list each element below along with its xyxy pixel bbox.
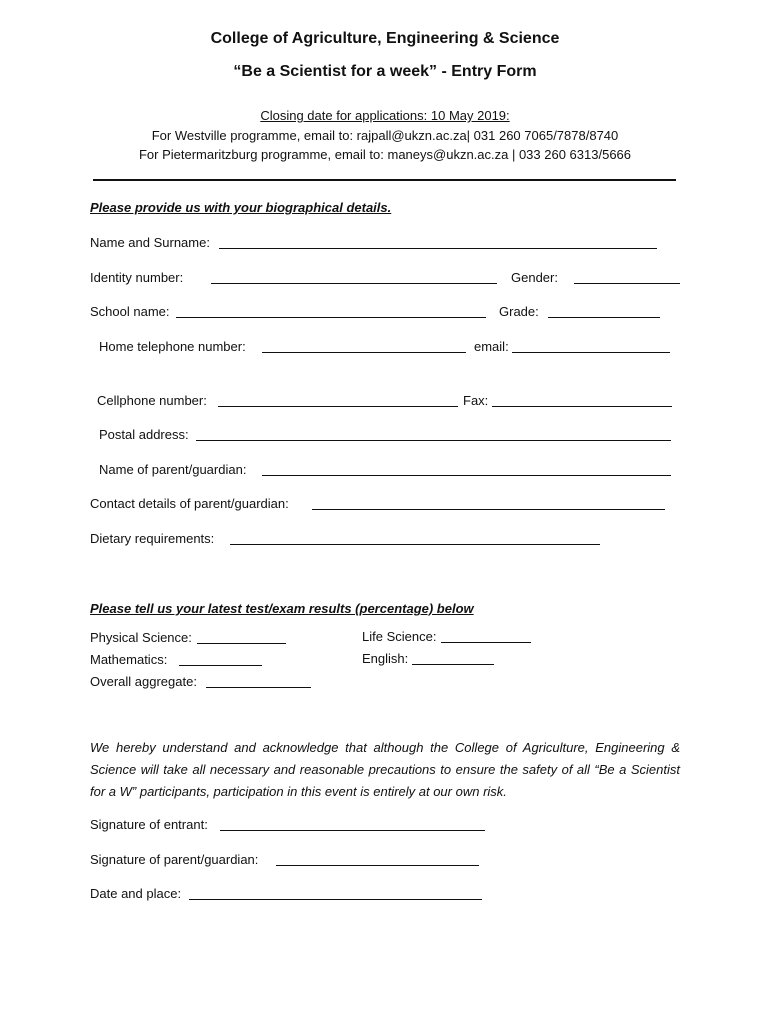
gender-label: Gender: xyxy=(511,270,558,285)
gender-field[interactable] xyxy=(574,283,680,284)
id-label: Identity number: xyxy=(90,270,184,285)
english-label: English: xyxy=(362,651,409,666)
signature-parent-field[interactable] xyxy=(276,865,479,866)
aggregate-field[interactable] xyxy=(206,687,311,688)
dietary-field[interactable] xyxy=(230,544,600,545)
westville-contact: For Westville programme, email to: rajpall@ukzn.ac.za| 031 260 7065/7878/8740 xyxy=(151,128,619,143)
home-phone-field[interactable] xyxy=(262,352,466,353)
school-field[interactable] xyxy=(176,317,486,318)
life-science-field[interactable] xyxy=(441,642,531,643)
email-field[interactable] xyxy=(512,352,670,353)
form-title: College of Agriculture, Engineering & Science xyxy=(210,30,560,47)
date-place-label: Date and place: xyxy=(90,886,182,901)
results-heading: Please tell us your latest test/exam results (percentage) below xyxy=(90,601,474,616)
school-label: School name: xyxy=(90,304,170,319)
grade-label: Grade: xyxy=(499,304,539,319)
cell-field[interactable] xyxy=(218,406,458,407)
life-science-label: Life Science: xyxy=(362,629,437,644)
aggregate-label: Overall aggregate: xyxy=(90,674,197,689)
declaration-text: We hereby understand and acknowledge that although the College of Agriculture, Engineering & Science will take all necessary and reasonable precautions to ensure the safety of all “Be a Scientist for a W” participants, participation in this event is entirely at our own risk. xyxy=(90,740,680,799)
signature-parent-label: Signature of parent/guardian: xyxy=(90,852,259,867)
id-number-field[interactable] xyxy=(211,283,497,284)
name-field[interactable] xyxy=(219,248,657,249)
parent-field[interactable] xyxy=(262,475,671,476)
email-label: email: xyxy=(474,339,509,354)
name-label: Name and Surname: xyxy=(90,235,210,250)
postal-label: Postal address: xyxy=(99,427,189,442)
signature-entrant-field[interactable] xyxy=(220,830,485,831)
closing-date: Closing date for applications: 10 May 2019: xyxy=(260,108,510,123)
physical-science-field[interactable] xyxy=(197,643,286,644)
english-field[interactable] xyxy=(412,664,494,665)
date-place-field[interactable] xyxy=(189,899,482,900)
mathematics-field[interactable] xyxy=(179,665,262,666)
form-subtitle: “Be a Scientist for a week” - Entry Form xyxy=(233,63,537,80)
dietary-label: Dietary requirements: xyxy=(90,531,215,546)
fax-field[interactable] xyxy=(492,406,672,407)
cell-label: Cellphone number: xyxy=(97,393,207,408)
postal-field[interactable] xyxy=(196,440,671,441)
physical-science-label: Physical Science: xyxy=(90,630,192,645)
grade-field[interactable] xyxy=(548,317,660,318)
bio-heading: Please provide us with your biographical details. xyxy=(90,200,392,215)
pmb-contact: For Pietermaritzburg programme, email to: maneys@ukzn.ac.za | 033 260 6313/5666 xyxy=(138,147,632,162)
signature-entrant-label: Signature of entrant: xyxy=(90,817,208,832)
fax-label: Fax: xyxy=(463,393,489,408)
mathematics-label: Mathematics: xyxy=(90,652,168,667)
parent-contact-label: Contact details of parent/guardian: xyxy=(90,496,289,511)
parent-contact-field[interactable] xyxy=(312,509,665,510)
header-divider xyxy=(93,179,676,181)
parent-label: Name of parent/guardian: xyxy=(99,462,247,477)
home-phone-label: Home telephone number: xyxy=(99,339,246,354)
